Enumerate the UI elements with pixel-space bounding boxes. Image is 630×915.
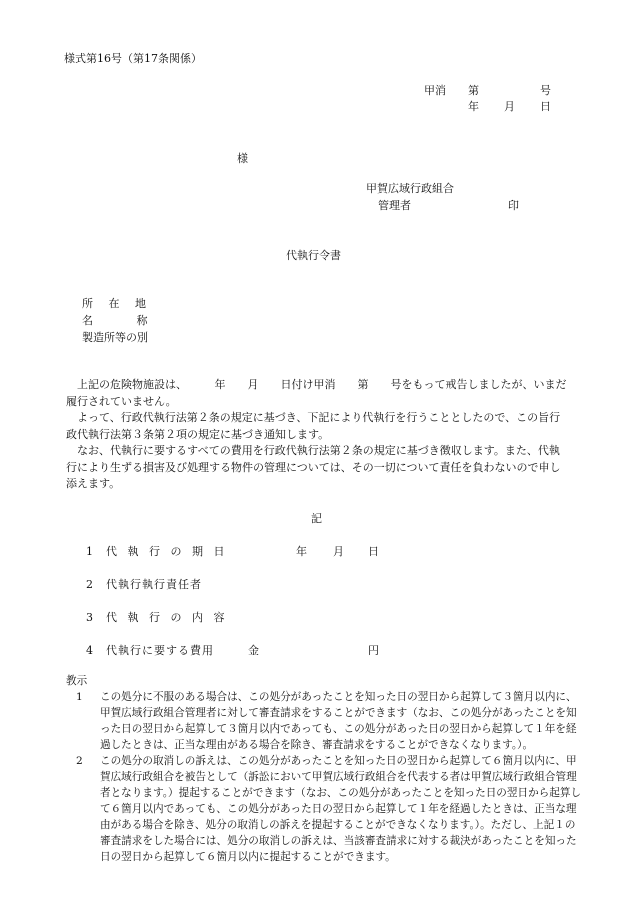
notice-item-number: 2: [76, 755, 83, 767]
item-day: 日: [368, 545, 379, 558]
sender-organization: 甲賀広域行政組合: [366, 182, 454, 195]
body-paragraph: なお、代執行に要するすべての費用を行政代執行法第２条の規定に基づき徴収します。また、代執行により生ずる損害及び処理する物件の管理については、その一切について責任を負わないので申し添えます。: [66, 444, 561, 490]
notice-item-text: この処分の取消しの訴えは、この処分があったことを知った日の翌日から起算して６箇月以内に、甲賀広域行政組合を被告として（訴訟において甲賀広域行政組合を代表する者は甲賀広域行政組合管理者となります。）提起することができます（なお、この処分があったことを知った日の翌日から起算して６箇月以内であっても、この処分があった日の翌日から起算して１年を経過したときは、正当な理由がある場合を除き、処分の取消しの訴えを提起することができなくなります。）。ただし、上記１の審査請求をした場合には、処分の取消しの訴えは、当該審査請求に対する裁決があったことを知った日の翌日から起算して６箇月以内に提起することができます。: [100, 755, 582, 863]
notice-item-text: この処分に不服のある場合は、この処分があったことを知った日の翌日から起算して３箇月以内に、甲賀広域行政組合管理者に対して審査請求をすることができます（なお、この処分があったことを知った日の翌日から起算して３箇月以内であっても、この処分があった日の翌日から起算して１年を経過したときは、正当な理由がある場合を除き、審査請求をすることができなくなります。）。: [100, 691, 577, 751]
notice-item-number: 1: [76, 691, 83, 703]
item-label: 代執行に要する費用: [106, 644, 214, 657]
item-year: 年: [296, 545, 307, 558]
sender-title: 管理者: [378, 199, 411, 212]
document-title: 代執行令書: [286, 249, 341, 262]
item-number: 3: [86, 611, 93, 624]
ki-heading: 記: [311, 512, 322, 525]
item-number: 1: [86, 545, 93, 558]
item-label: 代 執 行 の 期 日: [106, 545, 225, 558]
notice-section: [66, 673, 586, 865]
item-amount-prefix: 金: [248, 644, 259, 657]
date-day: 日: [540, 100, 551, 113]
doc-number-dai: 第: [468, 84, 479, 97]
label-location: 所 在 地: [82, 297, 146, 310]
notice-label: 教示: [66, 675, 88, 687]
body-text: [66, 377, 568, 493]
item-label: 代 執 行 の 内 容: [106, 611, 225, 624]
label-facility-type: 製造所等の別: [82, 331, 148, 344]
notice-item: [66, 689, 586, 753]
item-label: 代執行執行責任者: [106, 578, 202, 591]
item-number: 4: [86, 644, 93, 657]
date-month: 月: [504, 100, 515, 113]
body-paragraph: 上記の危険物施設は、 年 月 日付け甲消 第 号をもって戒告しましたが、いまだ履行されていません。: [66, 378, 567, 408]
doc-number-go: 号: [540, 84, 551, 97]
item-month: 月: [333, 545, 344, 558]
date-year: 年: [468, 100, 479, 113]
recipient-honorific: 様: [237, 152, 248, 165]
sender-seal: 印: [508, 199, 519, 212]
item-amount-unit: 円: [368, 644, 379, 657]
label-name: 名 称: [82, 314, 148, 327]
form-number: 様式第16号（第17条関係）: [64, 52, 202, 65]
doc-number-prefix: 甲消: [424, 84, 446, 97]
item-number: 2: [86, 578, 93, 591]
notice-item: [66, 753, 586, 865]
body-paragraph: よって、行政代執行法第２条の規定に基づき、下記により代執行を行うこととしたので、この旨行政代執行法第３条第２項の規定に基づき通知します。: [66, 411, 561, 441]
